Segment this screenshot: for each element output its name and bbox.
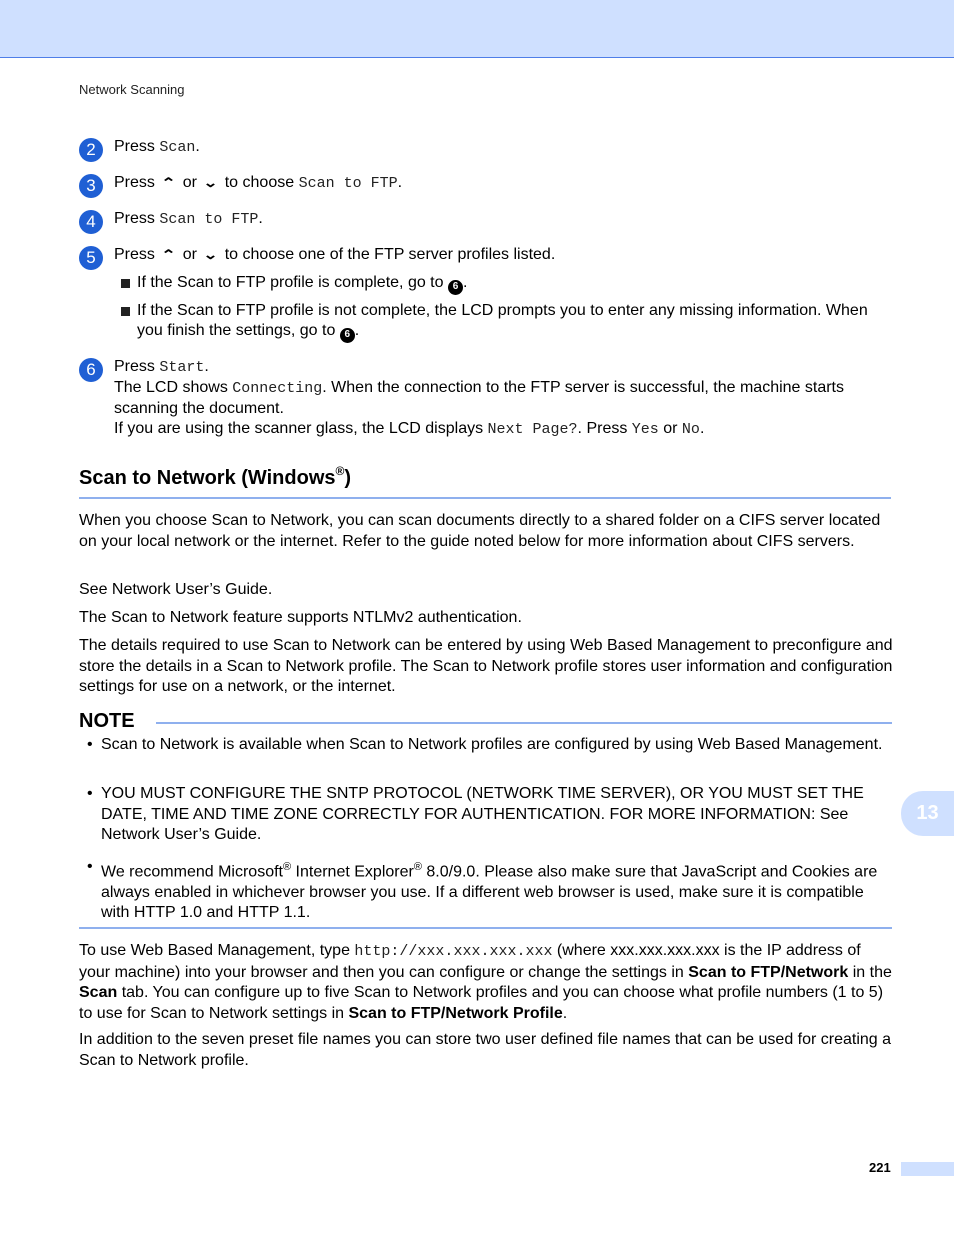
bullet-icon: • (87, 858, 93, 875)
lcd-text: Scan to FTP (298, 175, 398, 192)
bullet-icon: • (87, 785, 93, 802)
square-bullet-icon (121, 279, 130, 288)
sub-item-text: . (354, 322, 360, 339)
step-ref-icon[interactable]: 6 (340, 328, 355, 343)
chevron-up-icon: ⌃ (161, 175, 177, 190)
ui-term: Scan to FTP/Network (688, 963, 849, 981)
ui-term: Scan to FTP/Network Profile (348, 1004, 563, 1022)
details-paragraph: The details required to use Scan to Network can be entered by using Web Based Management to preconfigure and store the details in a Scan to Network profile. The Scan to Network profile stores user information and configuration settings for use on a network, or the internet. (79, 637, 893, 695)
step-text: The LCD shows (114, 379, 233, 396)
step-text: . (397, 174, 403, 191)
step-text: . (258, 210, 263, 227)
note-text: Internet Explorer (291, 863, 414, 881)
step-text: Press (114, 174, 160, 191)
bullet-icon: • (87, 736, 93, 753)
sub-item-text: If the Scan to FTP profile is complete, go to (137, 274, 448, 291)
note-text: Scan to Network is available when Scan to Network profiles are configured by using Web Based Management. (101, 736, 883, 753)
chevron-up-icon: ⌃ (161, 247, 177, 262)
step-text: Press (114, 246, 160, 263)
step-text: Press (114, 138, 160, 155)
step-text: . Press (577, 420, 632, 437)
step-5 (79, 245, 894, 265)
step-text: If you are using the scanner glass, the LCD displays (114, 420, 488, 437)
lcd-text: No (681, 421, 700, 438)
page-number-bar (901, 1162, 954, 1176)
step-text: . When the connection to the FTP server is successful, the machine starts scanning the document. (114, 379, 844, 417)
sub-item (121, 301, 891, 343)
step-text: Press (114, 210, 160, 227)
chevron-down-icon: ⌄ (203, 175, 219, 190)
note-item: • We recommend Microsoft® Internet Explorer® 8.0/9.0. Please also make sure that JavaScript and Cookies are always enabled in whichever browser you use. If a different web browser is used, make sure it is compatible with HTTP 1.0 and HTTP 1.1. (87, 858, 878, 922)
step-ref-icon[interactable]: 6 (448, 280, 463, 295)
step-text: to choose (220, 174, 299, 191)
note-divider (156, 722, 892, 724)
chapter-tab: 13 (901, 791, 954, 836)
sub-item-text: If the Scan to FTP profile is not complete, the LCD prompts you to enter any missing information. When you finish the settings, go to (137, 302, 868, 339)
running-head: Network Scanning (79, 82, 185, 97)
square-bullet-icon (121, 307, 130, 316)
step-text: to choose one of the FTP server profiles listed. (220, 246, 556, 263)
step-number: 4 (79, 210, 103, 234)
sub-item-text: . (462, 274, 468, 291)
sub-item (121, 273, 891, 295)
step-text: or (658, 420, 682, 437)
note-item (87, 735, 893, 756)
wbm-paragraph: To use Web Based Management, type http://xxx.xxx.xxx.xxx (where xxx.xxx.xxx.xxx is the IP address of your machine) into your browser and then you can configure or change the settings in Scan to FTP/Network in the Scan tab. You can configure up to five Scan to Network profiles and you can choose what profile numbers (1 to 5) to use for Scan to Network settings in Scan to FTP/Network Profile. (79, 942, 892, 1022)
step-4 (79, 209, 894, 230)
lcd-text: Scan to FTP (159, 211, 259, 228)
step-number: 2 (79, 138, 103, 162)
step-number: 6 (79, 358, 103, 382)
step-text: Press (114, 358, 160, 375)
lcd-text: Next Page? (487, 421, 578, 438)
closing-paragraph: In addition to the seven preset file names you can store two user defined file names that can be used for creating a Scan to Network profile. (79, 1031, 892, 1069)
lcd-text: Start (159, 359, 205, 376)
step-3 (79, 173, 894, 194)
step-number: 3 (79, 174, 103, 198)
note-text: We recommend Microsoft (101, 863, 283, 881)
guide-reference: See Network User’s Guide. (79, 581, 273, 598)
lcd-text: Scan (159, 139, 196, 156)
ui-term: Scan (79, 984, 118, 1001)
step-text: . (699, 420, 705, 437)
lcd-text: Yes (631, 421, 659, 438)
ntlm-paragraph: The Scan to Network feature supports NTLMv2 authentication. (79, 609, 522, 626)
note-text: 8.0/9.0. Please also make sure that JavaScript and Cookies are always enabled in whichever browser you use. If a different web browser is used, make sure it is compatible with HTTP 1.0 and HTTP 1.1. (101, 863, 878, 922)
note-text: YOU MUST CONFIGURE THE SNTP PROTOCOL (NETWORK TIME SERVER), OR YOU MUST SET THE DATE, TIME AND TIME ZONE CORRECTLY FOR AUTHENTICATION. FOR MORE INFORMATION: See Network User’s Guide. (101, 785, 864, 843)
step-text: . (204, 358, 209, 375)
note-item (87, 784, 893, 846)
step-6 (79, 357, 894, 440)
section-heading: Scan to Network (Windows®) (79, 464, 891, 499)
step-number: 5 (79, 246, 103, 270)
step-text: . (195, 138, 200, 155)
lcd-text: Connecting (232, 380, 323, 397)
step-2 (79, 137, 894, 158)
intro-paragraph: When you choose Scan to Network, you can scan documents directly to a shared folder on a CIFS server located on your local network or the internet. Refer to the guide noted below for more information about CIFS servers. (79, 512, 881, 550)
page-number: 221 (869, 1160, 891, 1175)
chevron-down-icon: ⌄ (203, 247, 219, 262)
header-band (0, 0, 954, 58)
step-text: or (178, 246, 202, 263)
note-title: NOTE (79, 710, 135, 732)
step-text: or (178, 174, 202, 191)
url-text: http://xxx.xxx.xxx.xxx (354, 943, 553, 960)
note-divider-bottom (79, 927, 892, 929)
